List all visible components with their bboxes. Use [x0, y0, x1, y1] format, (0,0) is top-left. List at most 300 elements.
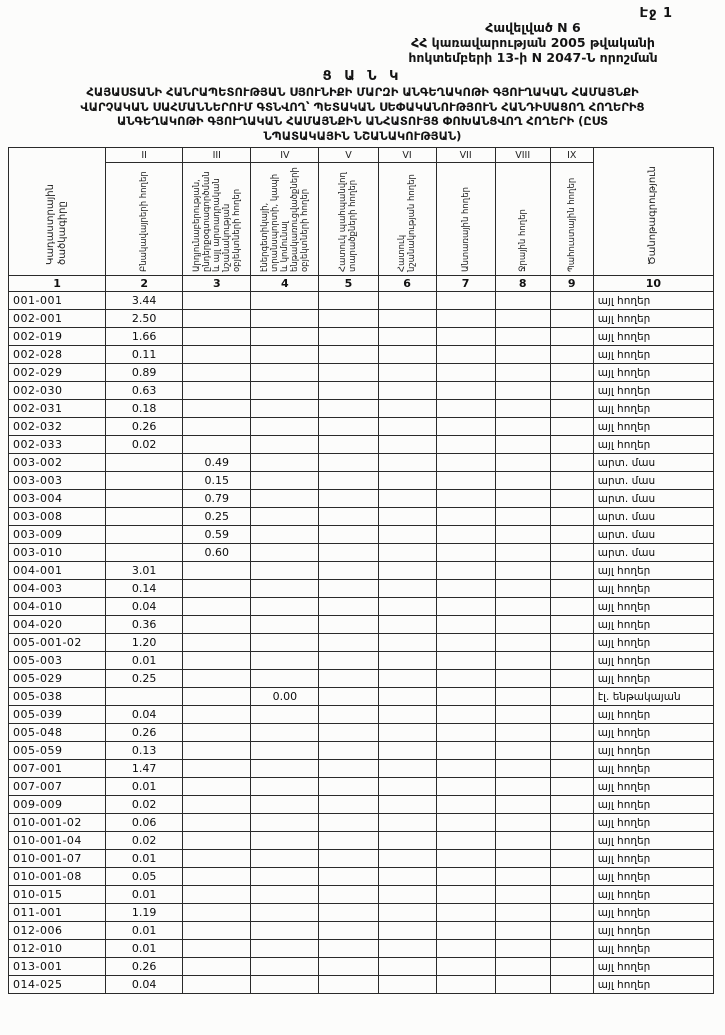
cadastral-code-cell: 013-001 — [9, 958, 106, 976]
area-value-cell — [378, 886, 436, 904]
area-value-cell — [436, 418, 495, 436]
cadastral-code-cell: 010-001-08 — [9, 868, 106, 886]
area-value-cell — [495, 400, 550, 418]
note-cell: այլ հողեր — [593, 724, 713, 742]
area-value-cell — [436, 454, 495, 472]
area-value-cell — [378, 868, 436, 886]
area-value-cell — [319, 778, 378, 796]
table-header — [9, 148, 714, 292]
area-value-cell: 0.11 — [106, 346, 183, 364]
area-value-cell — [550, 922, 593, 940]
area-value-cell — [378, 670, 436, 688]
area-value-cell — [550, 634, 593, 652]
area-value-cell — [251, 904, 319, 922]
table-row — [9, 580, 714, 598]
area-value-cell: 1.66 — [106, 328, 183, 346]
area-value-cell — [183, 706, 251, 724]
note-cell: արտ. մաս — [593, 490, 713, 508]
area-value-cell — [251, 544, 319, 562]
table-row — [9, 616, 714, 634]
note-cell: այլ հողեր — [593, 562, 713, 580]
area-value-cell — [495, 832, 550, 850]
area-value-cell — [436, 562, 495, 580]
area-value-cell — [436, 760, 495, 778]
area-value-cell — [550, 688, 593, 706]
table-row — [9, 742, 714, 760]
note-cell: այլ հողեր — [593, 760, 713, 778]
area-value-cell — [436, 742, 495, 760]
area-value-cell — [550, 616, 593, 634]
area-value-cell — [495, 796, 550, 814]
appendix-line: հոկտեմբերի 13-ի N 2047-Ն որոշման — [408, 50, 658, 65]
cadastral-code-cell: 010-001-02 — [9, 814, 106, 832]
area-value-cell — [436, 688, 495, 706]
area-value-cell — [378, 742, 436, 760]
area-value-cell — [251, 886, 319, 904]
area-value-cell — [495, 472, 550, 490]
area-value-cell — [319, 364, 378, 382]
area-value-cell: 0.01 — [106, 778, 183, 796]
note-cell: այլ հողեր — [593, 706, 713, 724]
area-value-cell: 0.15 — [183, 472, 251, 490]
area-value-cell — [495, 508, 550, 526]
table-row — [9, 976, 714, 994]
area-value-cell — [436, 292, 495, 310]
header-label: էներգետիկայի, տրանսպորտի, կապի և կոմունալ ենթակառուցվածքների օբյեկտների հողեր — [259, 167, 310, 272]
area-value-cell — [436, 436, 495, 454]
note-cell: արտ. մաս — [593, 454, 713, 472]
area-value-cell — [378, 940, 436, 958]
area-value-cell: 3.44 — [106, 292, 183, 310]
area-value-cell: 0.01 — [106, 652, 183, 670]
area-value-cell — [436, 310, 495, 328]
table-row — [9, 364, 714, 382]
area-value-cell — [495, 652, 550, 670]
area-value-cell — [436, 886, 495, 904]
area-value-cell: 0.79 — [183, 490, 251, 508]
area-value-cell — [550, 760, 593, 778]
table-row — [9, 436, 714, 454]
roman-numeral-row — [9, 148, 714, 163]
area-value-cell — [436, 526, 495, 544]
note-cell: այլ հողեր — [593, 652, 713, 670]
cadastral-code-cell: 005-029 — [9, 670, 106, 688]
roman-numeral: VI — [378, 148, 436, 163]
roman-numeral: III — [183, 148, 251, 163]
cadastral-code-cell: 005-003 — [9, 652, 106, 670]
roman-numeral: IV — [251, 148, 319, 163]
header-label: Հատուկ պահպանվող տարածքների հողեր — [338, 172, 359, 272]
area-value-cell — [436, 868, 495, 886]
cadastral-code-cell: 003-009 — [9, 526, 106, 544]
area-value-cell: 0.01 — [106, 922, 183, 940]
table-row — [9, 670, 714, 688]
area-value-cell — [319, 418, 378, 436]
area-value-cell — [495, 814, 550, 832]
roman-numeral: IX — [550, 148, 593, 163]
cadastral-code-cell: 003-002 — [9, 454, 106, 472]
note-cell: այլ հողեր — [593, 400, 713, 418]
area-value-cell — [319, 724, 378, 742]
area-value-cell — [436, 490, 495, 508]
area-value-cell — [251, 670, 319, 688]
table-row — [9, 832, 714, 850]
title-line: ՆՊԱՏԱԿԱՅԻՆ ՆՇԱՆԱԿՈՒԹՅԱՆ) — [263, 128, 462, 143]
area-value-cell — [251, 634, 319, 652]
cadastral-code-cell: 003-008 — [9, 508, 106, 526]
area-value-cell — [436, 364, 495, 382]
area-value-cell — [436, 670, 495, 688]
header-protected-lands — [319, 163, 378, 276]
area-value-cell — [319, 670, 378, 688]
note-cell: այլ հողեր — [593, 598, 713, 616]
area-value-cell — [183, 940, 251, 958]
cadastral-code-cell: 002-019 — [9, 328, 106, 346]
area-value-cell — [378, 292, 436, 310]
area-value-cell: 0.59 — [183, 526, 251, 544]
area-value-cell — [319, 382, 378, 400]
note-cell: այլ հողեր — [593, 616, 713, 634]
area-value-cell: 0.26 — [106, 724, 183, 742]
column-number: 10 — [593, 276, 713, 292]
table-row — [9, 328, 714, 346]
area-value-cell: 0.26 — [106, 958, 183, 976]
note-cell: այլ հողեր — [593, 814, 713, 832]
area-value-cell — [378, 508, 436, 526]
area-value-cell — [319, 292, 378, 310]
area-value-cell — [550, 976, 593, 994]
document-title — [0, 85, 725, 143]
area-value-cell — [495, 328, 550, 346]
table-row — [9, 958, 714, 976]
column-number: 7 — [436, 276, 495, 292]
area-value-cell — [436, 634, 495, 652]
column-number-row — [9, 276, 714, 292]
area-value-cell — [378, 850, 436, 868]
area-value-cell — [183, 688, 251, 706]
area-value-cell — [183, 400, 251, 418]
area-value-cell — [183, 364, 251, 382]
area-value-cell — [378, 436, 436, 454]
cadastral-code-cell: 003-010 — [9, 544, 106, 562]
area-value-cell — [378, 976, 436, 994]
column-number: 5 — [319, 276, 378, 292]
area-value-cell — [378, 364, 436, 382]
area-value-cell — [251, 940, 319, 958]
area-value-cell — [550, 742, 593, 760]
area-value-cell — [550, 580, 593, 598]
roman-numeral: V — [319, 148, 378, 163]
area-value-cell — [378, 328, 436, 346]
cadastral-code-cell: 010-001-07 — [9, 850, 106, 868]
column-number: 6 — [378, 276, 436, 292]
area-value-cell — [550, 418, 593, 436]
area-value-cell — [251, 616, 319, 634]
area-value-cell — [550, 508, 593, 526]
area-value-cell — [378, 418, 436, 436]
area-value-cell — [436, 778, 495, 796]
area-value-cell: 0.02 — [106, 832, 183, 850]
note-cell: այլ հողեր — [593, 292, 713, 310]
area-value-cell — [183, 886, 251, 904]
cadastral-code-cell: 002-030 — [9, 382, 106, 400]
area-value-cell — [106, 454, 183, 472]
title-line: ՎԱՐՉԱԿԱՆ ՍԱՀՄԱՆՆԵՐՈՒՄ ԳՏՆՎՈՂ՝ ՊԵՏԱԿԱՆ ՍԵՓԱԿԱՆՈՒԹՅՈՒՆ ՀԱՆԴԻՍԱՑՈՂ ՀՈՂԵՐԻՑ — [80, 99, 645, 114]
cadastral-code-cell: 011-001 — [9, 904, 106, 922]
area-value-cell — [183, 418, 251, 436]
area-value-cell — [106, 472, 183, 490]
area-value-cell — [495, 850, 550, 868]
area-value-cell — [319, 562, 378, 580]
table-row — [9, 310, 714, 328]
area-value-cell — [106, 490, 183, 508]
cadastral-code-cell: 003-004 — [9, 490, 106, 508]
area-value-cell — [251, 454, 319, 472]
area-value-cell — [319, 868, 378, 886]
area-value-cell — [495, 778, 550, 796]
area-value-cell: 3.01 — [106, 562, 183, 580]
table-row — [9, 724, 714, 742]
area-value-cell — [319, 850, 378, 868]
table-row — [9, 526, 714, 544]
area-value-cell — [378, 904, 436, 922]
area-value-cell — [436, 796, 495, 814]
area-value-cell — [550, 850, 593, 868]
area-value-cell — [436, 724, 495, 742]
area-value-cell — [183, 922, 251, 940]
table-row — [9, 850, 714, 868]
area-value-cell — [251, 580, 319, 598]
table-row — [9, 508, 714, 526]
area-value-cell — [436, 598, 495, 616]
area-value-cell — [251, 364, 319, 382]
area-value-cell — [183, 814, 251, 832]
area-value-cell — [436, 400, 495, 418]
table-row — [9, 454, 714, 472]
area-value-cell — [183, 652, 251, 670]
area-value-cell — [550, 490, 593, 508]
area-value-cell — [319, 454, 378, 472]
cadastral-code-cell: 004-010 — [9, 598, 106, 616]
area-value-cell — [550, 778, 593, 796]
area-value-cell — [183, 382, 251, 400]
area-value-cell — [378, 526, 436, 544]
area-value-cell — [319, 634, 378, 652]
title-line: ԱՆԳԵՂԱԿՈԹԻ ԳՅՈՒՂԱԿԱՆ ՀԱՄԱՅՆՔԻՆ ԱՆՀԱՏՈՒՅՑ ՓՈԽԱՆՑՎՈՂ ՀՈՂԵՐԻ (ԸՍՏ — [116, 114, 609, 128]
column-number: 1 — [9, 276, 106, 292]
area-value-cell — [550, 814, 593, 832]
area-value-cell — [251, 328, 319, 346]
area-value-cell — [495, 562, 550, 580]
area-value-cell — [378, 724, 436, 742]
area-value-cell: 0.04 — [106, 706, 183, 724]
area-value-cell — [550, 436, 593, 454]
area-value-cell — [495, 616, 550, 634]
area-value-cell — [495, 904, 550, 922]
area-value-cell — [319, 616, 378, 634]
table-row — [9, 868, 714, 886]
area-value-cell: 0.25 — [106, 670, 183, 688]
area-value-cell — [436, 508, 495, 526]
table-row — [9, 418, 714, 436]
area-value-cell — [183, 562, 251, 580]
area-value-cell — [550, 706, 593, 724]
note-cell: այլ հողեր — [593, 436, 713, 454]
area-value-cell — [550, 904, 593, 922]
area-value-cell — [183, 832, 251, 850]
area-value-cell — [106, 508, 183, 526]
area-value-cell — [183, 670, 251, 688]
area-value-cell — [495, 940, 550, 958]
header-label: Կադաստրային ծածկագիրը — [45, 183, 69, 265]
area-value-cell — [550, 562, 593, 580]
area-value-cell — [378, 382, 436, 400]
area-value-cell: 0.05 — [106, 868, 183, 886]
area-value-cell — [251, 778, 319, 796]
area-value-cell — [251, 922, 319, 940]
note-cell: այլ հողեր — [593, 922, 713, 940]
note-cell: այլ հողեր — [593, 382, 713, 400]
table-row — [9, 886, 714, 904]
area-value-cell — [319, 436, 378, 454]
area-value-cell — [319, 976, 378, 994]
area-value-cell — [251, 400, 319, 418]
area-value-cell — [550, 472, 593, 490]
area-value-cell — [436, 922, 495, 940]
area-value-cell — [550, 310, 593, 328]
area-value-cell — [436, 904, 495, 922]
area-value-cell — [183, 742, 251, 760]
note-cell: այլ հողեր — [593, 778, 713, 796]
area-value-cell — [550, 796, 593, 814]
area-value-cell — [436, 472, 495, 490]
area-value-cell — [251, 832, 319, 850]
area-value-cell — [495, 922, 550, 940]
area-value-cell — [436, 382, 495, 400]
area-value-cell — [550, 670, 593, 688]
area-value-cell — [436, 544, 495, 562]
area-value-cell — [378, 688, 436, 706]
cadastral-code-cell: 007-001 — [9, 760, 106, 778]
area-value-cell — [319, 580, 378, 598]
area-value-cell — [378, 796, 436, 814]
note-cell: այլ հողեր — [593, 886, 713, 904]
area-value-cell — [550, 598, 593, 616]
table-row — [9, 544, 714, 562]
area-value-cell: 0.18 — [106, 400, 183, 418]
area-value-cell — [183, 346, 251, 364]
area-value-cell: 0.63 — [106, 382, 183, 400]
table-row — [9, 814, 714, 832]
table-row — [9, 292, 714, 310]
table-row — [9, 706, 714, 724]
header-note — [593, 148, 713, 276]
area-value-cell — [495, 346, 550, 364]
area-value-cell — [106, 526, 183, 544]
area-value-cell — [378, 400, 436, 418]
header-reserve-lands — [550, 163, 593, 276]
area-value-cell: 0.25 — [183, 508, 251, 526]
area-value-cell — [495, 418, 550, 436]
area-value-cell — [251, 508, 319, 526]
area-value-cell — [251, 760, 319, 778]
area-value-cell — [378, 310, 436, 328]
area-value-cell — [436, 346, 495, 364]
header-energy-transport-lands — [251, 163, 319, 276]
note-cell: այլ հողեր — [593, 364, 713, 382]
area-value-cell — [550, 364, 593, 382]
area-value-cell — [183, 310, 251, 328]
area-value-cell — [251, 742, 319, 760]
cadastral-code-cell: 002-028 — [9, 346, 106, 364]
area-value-cell — [319, 400, 378, 418]
header-industrial-lands — [183, 163, 251, 276]
area-value-cell — [436, 652, 495, 670]
title-line: ՀԱՅԱՍՏԱՆԻ ՀԱՆՐԱՊԵՏՈՒԹՅԱՆ ՍՅՈՒՆԻՔԻ ՄԱՐԶԻ ԱՆԳԵՂԱԿՈԹԻ ԳՅՈՒՂԱԿԱՆ ՀԱՄԱՅՆՔԻ — [86, 85, 639, 99]
area-value-cell — [495, 526, 550, 544]
table-row — [9, 562, 714, 580]
area-value-cell — [251, 382, 319, 400]
note-cell: արտ. մաս — [593, 544, 713, 562]
table-body — [9, 292, 714, 994]
area-value-cell — [550, 958, 593, 976]
area-value-cell — [550, 724, 593, 742]
area-value-cell — [106, 544, 183, 562]
table-row — [9, 652, 714, 670]
area-value-cell — [251, 418, 319, 436]
area-value-cell: 0.26 — [106, 418, 183, 436]
area-value-cell — [319, 814, 378, 832]
list-title: Ց Ա Ն Կ — [322, 69, 403, 84]
note-cell: այլ հողեր — [593, 832, 713, 850]
area-value-cell — [251, 850, 319, 868]
area-value-cell — [378, 760, 436, 778]
area-value-cell — [319, 472, 378, 490]
table-row — [9, 490, 714, 508]
area-value-cell — [436, 616, 495, 634]
area-value-cell — [378, 706, 436, 724]
cadastral-code-cell: 004-003 — [9, 580, 106, 598]
area-value-cell: 2.50 — [106, 310, 183, 328]
area-value-cell — [378, 832, 436, 850]
area-value-cell — [183, 850, 251, 868]
area-value-cell — [550, 328, 593, 346]
area-value-cell — [319, 346, 378, 364]
area-value-cell — [183, 580, 251, 598]
area-value-cell: 0.01 — [106, 850, 183, 868]
area-value-cell — [319, 598, 378, 616]
area-value-cell — [495, 976, 550, 994]
cadastral-code-cell: 010-015 — [9, 886, 106, 904]
area-value-cell — [495, 670, 550, 688]
note-cell: այլ հողեր — [593, 328, 713, 346]
area-value-cell — [319, 760, 378, 778]
area-value-cell — [378, 778, 436, 796]
area-value-cell — [319, 328, 378, 346]
note-cell: այլ հողեր — [593, 904, 713, 922]
column-number: 3 — [183, 276, 251, 292]
area-value-cell: 0.49 — [183, 454, 251, 472]
area-value-cell — [319, 940, 378, 958]
area-value-cell — [436, 580, 495, 598]
area-value-cell — [251, 562, 319, 580]
roman-numeral: II — [106, 148, 183, 163]
area-value-cell: 0.14 — [106, 580, 183, 598]
note-cell: այլ հողեր — [593, 670, 713, 688]
area-value-cell — [436, 958, 495, 976]
table-row — [9, 760, 714, 778]
area-value-cell — [378, 634, 436, 652]
